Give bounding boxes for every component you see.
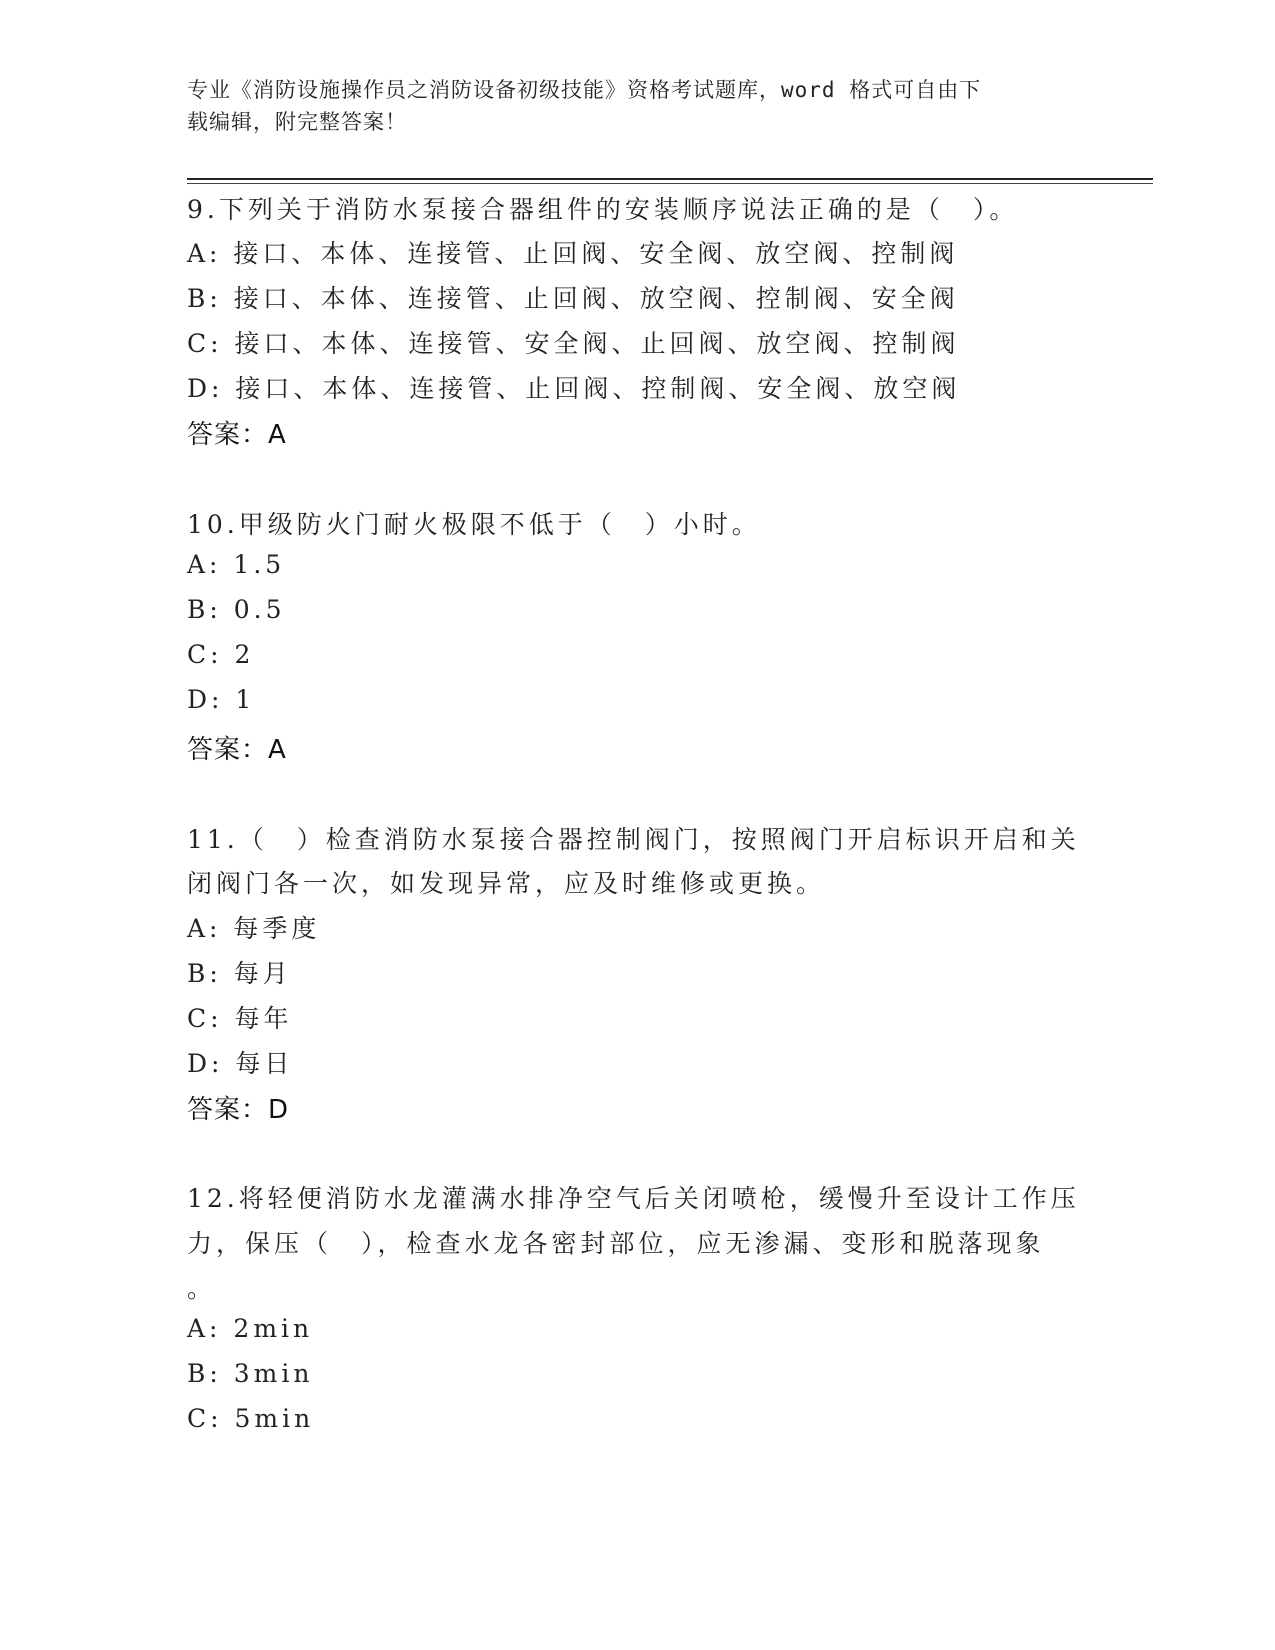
question-10-option-c: C: 2 xyxy=(187,640,255,669)
question-10-stem: 10.甲级防火门耐火极限不低于（ ）小时。 xyxy=(187,510,761,539)
question-11-answer: 答案：D xyxy=(187,1095,290,1125)
question-9-option-b: B: 接口、本体、连接管、止回阀、放空阀、控制阀、安全阀 xyxy=(187,284,959,313)
question-12-option-c: C: 5min xyxy=(187,1404,315,1433)
header-divider-thick xyxy=(187,178,1153,180)
question-12-stem-line-3: 。 xyxy=(187,1274,217,1303)
question-12-option-a: A: 2min xyxy=(187,1314,314,1343)
header-divider-thin xyxy=(187,183,1153,184)
question-11-option-a: A: 每季度 xyxy=(187,914,321,943)
question-9-option-d: D: 接口、本体、连接管、止回阀、控制阀、安全阀、放空阀 xyxy=(187,374,961,403)
question-10-option-a: A: 1.5 xyxy=(187,550,286,579)
question-12-stem-line-1: 12.将轻便消防水龙灌满水排净空气后关闭喷枪，缓慢升至设计工作压 xyxy=(187,1184,1080,1213)
question-11-option-c: C: 每年 xyxy=(187,1004,293,1033)
document-header xyxy=(187,74,1067,138)
question-12-option-b: B: 3min xyxy=(187,1359,314,1388)
question-10-answer: 答案：A xyxy=(187,735,287,765)
question-10-option-d: D: 1 xyxy=(187,685,256,714)
question-9-stem: 9.下列关于消防水泵接合器组件的安装顺序说法正确的是（ ）。 xyxy=(187,195,1019,224)
question-11-stem-line-2: 闭阀门各一次，如发现异常，应及时维修或更换。 xyxy=(187,869,826,898)
header-line-1: 专业《消防设施操作员之消防设备初级技能》资格考试题库，word 格式可自由下 xyxy=(187,78,982,102)
question-11-option-d: D: 每日 xyxy=(187,1049,294,1078)
question-9-option-c: C: 接口、本体、连接管、安全阀、止回阀、放空阀、控制阀 xyxy=(187,329,960,358)
question-12-stem-line-2: 力，保压（ ），检查水龙各密封部位，应无渗漏、变形和脱落现象 xyxy=(187,1229,1045,1258)
header-line-2: 载编辑，附完整答案！ xyxy=(187,110,407,134)
question-9-answer: 答案：A xyxy=(187,420,287,450)
question-11-option-b: B: 每月 xyxy=(187,959,292,988)
question-9-option-a: A: 接口、本体、连接管、止回阀、安全阀、放空阀、控制阀 xyxy=(187,239,959,268)
question-10-option-b: B: 0.5 xyxy=(187,595,286,624)
question-11-stem-line-1: 11.（ ）检查消防水泵接合器控制阀门，按照阀门开启标识开启和关 xyxy=(187,825,1080,854)
